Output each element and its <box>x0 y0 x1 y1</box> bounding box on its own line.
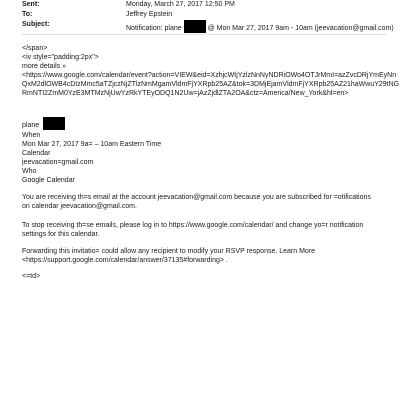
forwarding-help-link[interactable]: <https://support.google.com/calendar/answer/37135#forwarding> . <box>22 257 228 264</box>
who-label: Who <box>22 168 37 175</box>
forwarding-notice: Forwarding this invitatio= could allow any recipient to modify your RSVP response. Learn More <box>22 248 316 255</box>
receiving-notice: You are receiving th=s email at the account jeevacation@gmail.com because you are subscribed for =otifications on calendar jeevacation@gmail.com. <box>22 194 371 210</box>
td-close-text: <=td> <box>22 273 41 280</box>
sent-label: Sent: <box>22 1 40 8</box>
subject-label: Subject: <box>22 21 50 28</box>
redaction-box <box>184 20 206 33</box>
event-url-line-1[interactable]: <https://www.google.com/calendar/event?action=VIEW&eid=XzhjcWtjYzlzNnNyNDRiOWo4OTJrMmI=azZvcDRjYmEyNn <box>22 72 397 79</box>
iv-style-text: <iv style="padding:2px"> <box>22 54 99 61</box>
to-label: To: <box>22 11 33 18</box>
event-url-line-3[interactable]: RmNTI2ZmM0YzE3MTMzNjUwYzRkYTEyODQ1N2Uw=jAzZjdlZTA2OA&ctz=America/New_York&hl=en> <box>22 90 349 97</box>
subject-prefix: Notification: plane <box>126 25 182 32</box>
event-title <box>22 117 380 130</box>
who-value: Google Calendar <box>22 177 75 184</box>
sent-value: Monday, March 27, 2017 12:50 PM <box>126 1 235 8</box>
when-value: Mon Mar 27, 2017 9a= – 10am Eastern Time <box>22 141 162 148</box>
more-details-link[interactable]: more details » <box>22 63 66 70</box>
when-label: When <box>22 132 41 139</box>
calendar-value: jeevacation=gmail.com <box>22 159 94 166</box>
event-title-text: plane <box>22 122 40 129</box>
calendar-label: Calendar <box>22 150 51 157</box>
header-divider <box>22 34 386 35</box>
to-value: Jeffrey Epstein <box>126 11 173 18</box>
event-url-line-2[interactable]: QxM2dlOWB4cDIzMmc5aTZjczNjZTlzNmMgamVldmFjYXRpb25AZ&tok=3DMjEjamVldmFjYXRpb25AZ21haWwuY29tNG <box>22 81 400 88</box>
redaction-box <box>43 117 65 130</box>
span-close-text: </span> <box>22 45 48 52</box>
subject-value <box>126 20 394 33</box>
subject-suffix: @ Mon Mar 27, 2017 9am - 10am (jeevacation@gmail.com) <box>207 25 394 32</box>
unsubscribe-notice: To stop receiving th=se emails, please log in to https://www.google.com/calendar/ and change yo=r notification settings for this calendar. <box>22 222 364 238</box>
